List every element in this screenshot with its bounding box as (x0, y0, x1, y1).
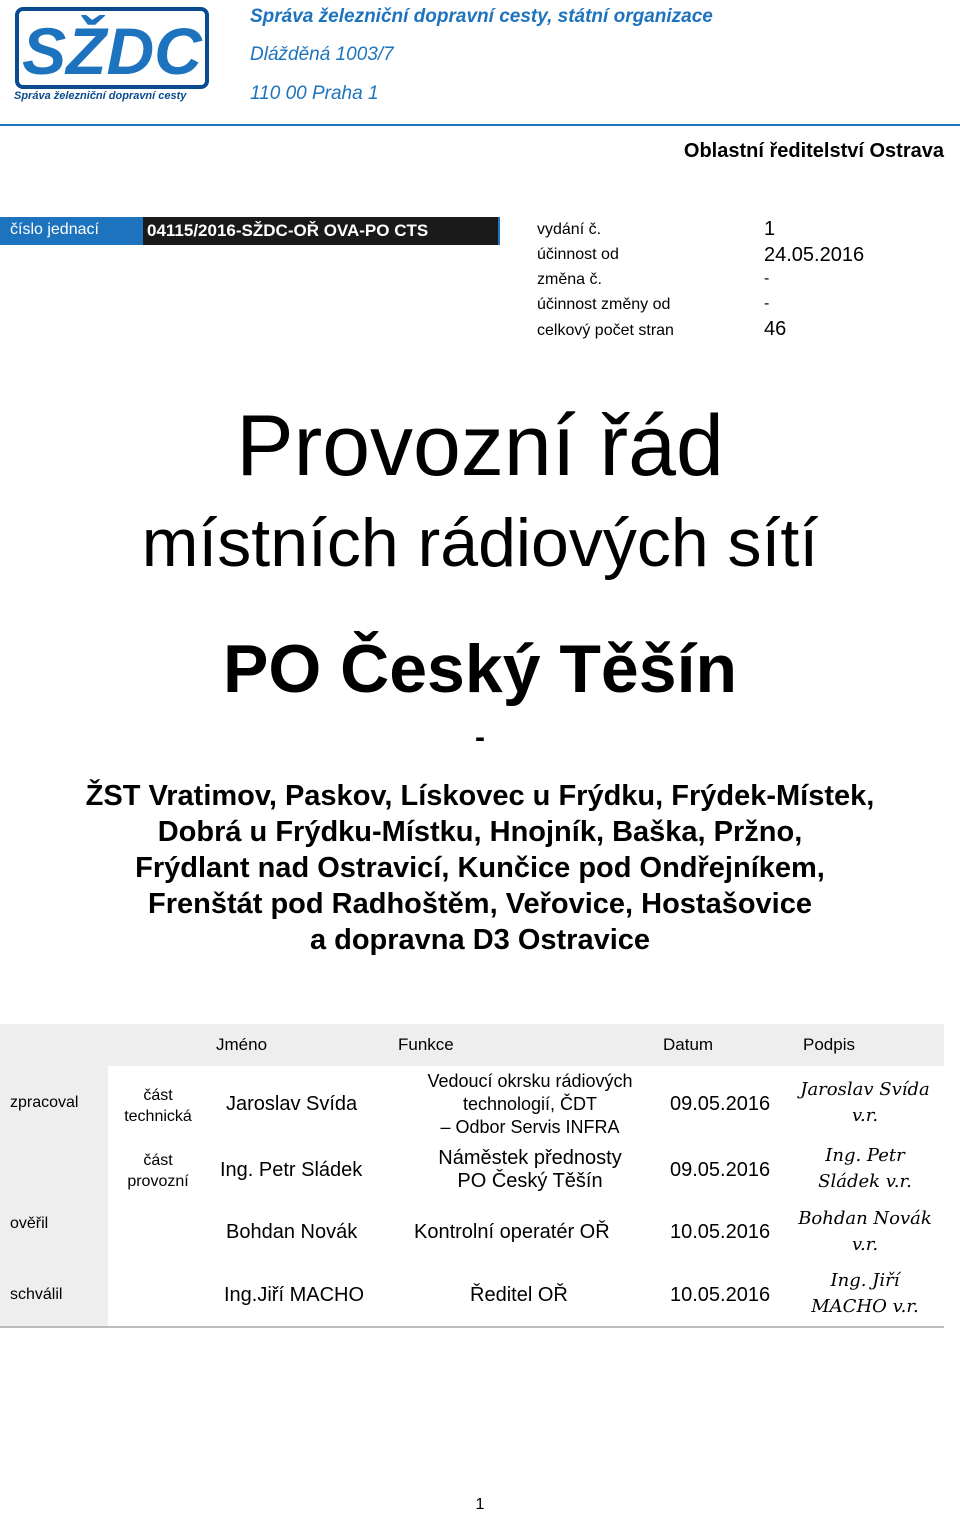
meta-label-change-effective: účinnost změny od (537, 296, 671, 313)
approver-function: Kontrolní operatér OŘ (414, 1221, 610, 1243)
meta-value-change-effective: - (764, 295, 770, 312)
signature: Ing. Jiří MACHO v.r. (811, 1270, 919, 1317)
document-subtitle: místních rádiových sítí (141, 505, 819, 581)
logo-lettering: SŽDC (22, 14, 202, 88)
meta-value-edition: 1 (764, 218, 776, 240)
document-title: Provozní řád (236, 398, 724, 494)
signature: Jaroslav Svída v.r. (800, 1079, 930, 1126)
reference-number: 04115/2016-SŽDC-OŘ OVA-PO CTS (147, 221, 429, 240)
approver-function: Ředitel OŘ (470, 1284, 568, 1306)
meta-value-pages: 46 (764, 318, 787, 340)
stations-line: Frýdlant nad Ostravicí, Kunčice pod Ondřejníkem, (135, 852, 825, 884)
page-number: 1 (475, 1496, 485, 1513)
part-label: část technická (124, 1087, 192, 1125)
stations-line: ŽST Vratimov, Paskov, Lískovec u Frýdku, Frýdek-Místek, (85, 780, 875, 812)
approver-name: Bohdan Novák (226, 1221, 358, 1243)
approver-name: Jaroslav Svída (226, 1093, 358, 1115)
column-header-date: Datum (663, 1035, 714, 1054)
meta-label-pages: celkový počet stran (537, 322, 674, 339)
approval-date: 09.05.2016 (670, 1093, 771, 1115)
signature: Bohdan Novák v.r. (798, 1208, 932, 1255)
approver-name: Ing. Petr Sládek (220, 1159, 363, 1181)
approval-table-bottom-rule (0, 1326, 944, 1328)
approval-date: 10.05.2016 (670, 1284, 771, 1306)
part-label: část provozní (127, 1152, 189, 1190)
meta-label-change: změna č. (537, 271, 602, 288)
department-name: Oblastní ředitelství Ostrava (683, 140, 944, 162)
column-header-name: Jméno (216, 1035, 268, 1054)
signature: Ing. Petr Sládek v.r. (818, 1145, 912, 1192)
meta-value-effective: 24.05.2016 (764, 244, 865, 266)
stations-line: Dobrá u Frýdku-Místku, Hnojník, Baška, Pržno, (157, 816, 803, 848)
approver-function: Náměstek přednosty PO Český Těšín (438, 1147, 622, 1192)
meta-value-change: - (764, 270, 770, 287)
row-label-schvalil: schválil (10, 1286, 63, 1303)
org-city: 110 00 Praha 1 (250, 83, 379, 104)
title-dash: - (475, 721, 485, 754)
header-divider (0, 124, 960, 126)
operating-unit: PO Český Těšín (222, 631, 738, 707)
org-name: Správa železniční dopravní cesty, státní organizace (250, 6, 713, 27)
meta-label-edition: vydání č. (537, 221, 602, 238)
column-header-signature: Podpis (803, 1035, 855, 1054)
approval-date: 10.05.2016 (670, 1221, 771, 1243)
approver-name: Ing.Jiří MACHO (224, 1284, 365, 1306)
reference-label: číslo jednací (10, 221, 99, 238)
stations-line: Frenštát pod Radhoštěm, Veřovice, Hostašovice (148, 888, 812, 920)
approval-date: 09.05.2016 (670, 1159, 771, 1181)
row-label-zpracoval: zpracoval (10, 1094, 79, 1111)
stations-line: a dopravna D3 Ostravice (309, 924, 651, 956)
column-header-function: Funkce (398, 1035, 454, 1054)
approver-function: Vedoucí okrsku rádiových technologií, ČDT – Odbor Servis INFRA (427, 1071, 633, 1137)
org-street: Dlážděná 1003/7 (250, 44, 394, 65)
logo-subtitle: Správa železniční dopravní cesty (14, 90, 187, 102)
row-label-overil: ověřil (10, 1215, 49, 1232)
meta-label-effective: účinnost od (537, 246, 619, 263)
